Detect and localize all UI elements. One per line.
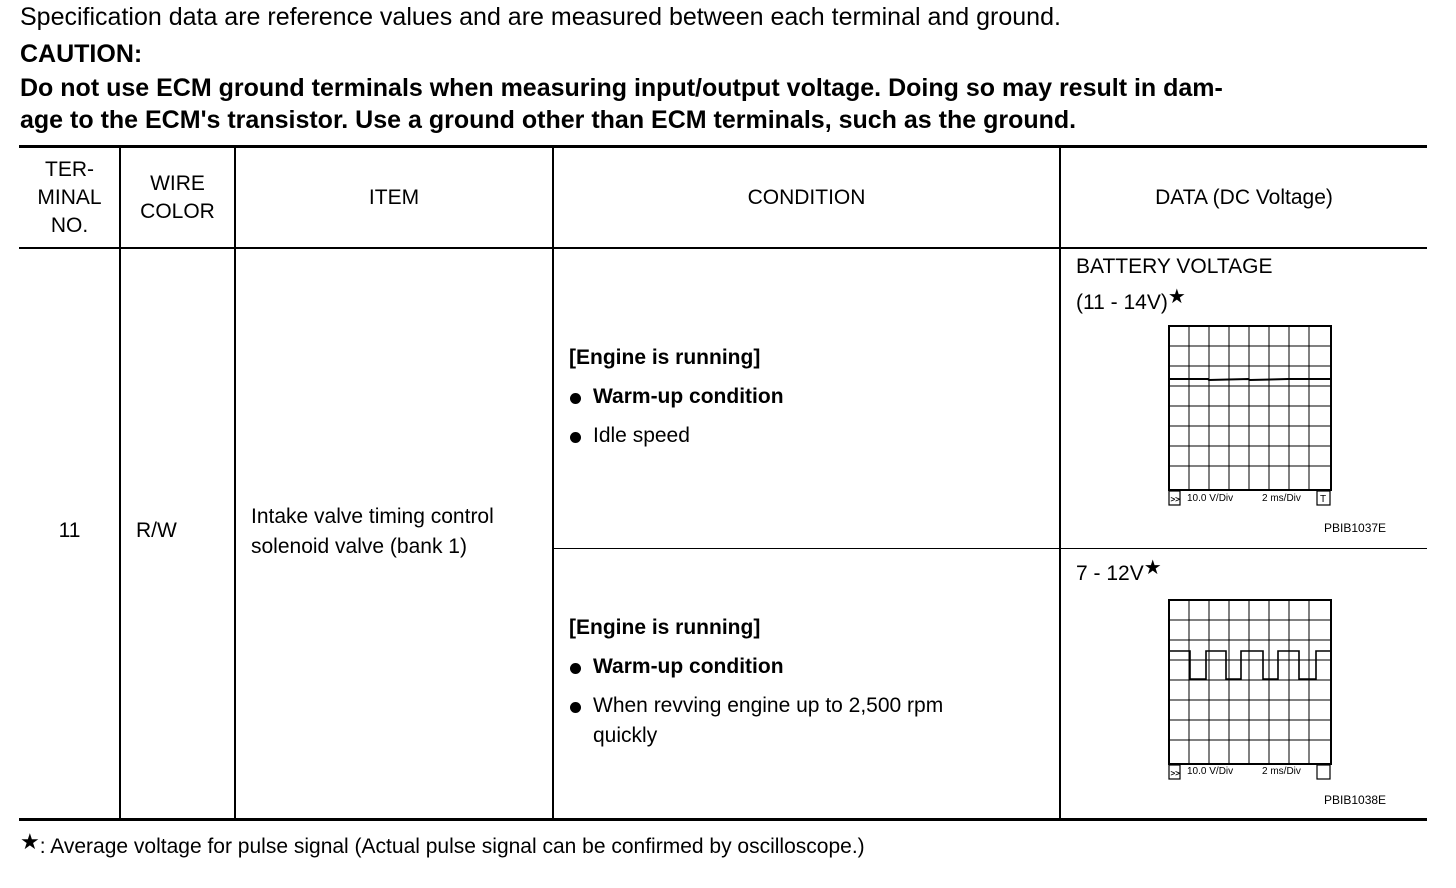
terminal-number: 11 bbox=[58, 519, 81, 542]
header-item: ITEM bbox=[368, 186, 420, 209]
scope-2-caption-volts: 10.0 V/Div bbox=[1187, 766, 1234, 777]
condition-2 bbox=[569, 613, 943, 751]
scope-1-frame bbox=[1169, 326, 1331, 490]
star-icon: ★ bbox=[1167, 286, 1186, 308]
condition-2-bullet-2 bbox=[569, 691, 943, 751]
table-top-rule bbox=[19, 145, 1427, 148]
header-wire-line-1: WIRE bbox=[150, 172, 205, 195]
bullet-dot-icon bbox=[570, 393, 581, 404]
condition-2-bullet-2-cont: quickly bbox=[593, 724, 658, 747]
col-divider-3 bbox=[552, 148, 554, 818]
scope-2-caption-time: 2 ms/Div bbox=[1262, 766, 1301, 777]
data-1-value: (11 - 14V) bbox=[1076, 291, 1168, 314]
figure-id-1: PBIB1037E bbox=[1324, 521, 1387, 535]
caution-line-1: Do not use ECM ground terminals when measuring input/output voltage. Doing so may result in dam- bbox=[20, 74, 1223, 102]
scope-2-arrow: >> bbox=[1170, 769, 1180, 778]
footnote-text: : Average voltage for pulse signal (Actual pulse signal can be confirmed by oscilloscope.) bbox=[39, 835, 865, 858]
data-2-label bbox=[1076, 557, 1162, 591]
caution-line-2: age to the ECM's transistor. Use a ground other than ECM terminals, such as the ground. bbox=[20, 106, 1077, 134]
item-line-2: solenoid valve (bank 1) bbox=[251, 535, 467, 558]
header-wire-line-2: COLOR bbox=[140, 200, 215, 223]
condition-1-bullet-1-text: Warm-up condition bbox=[593, 385, 784, 408]
data-2-value: 7 - 12V bbox=[1076, 562, 1144, 585]
bullet-dot-icon bbox=[570, 432, 581, 443]
header-data: DATA (DC Voltage) bbox=[1155, 186, 1333, 209]
condition-1-heading: [Engine is running] bbox=[569, 346, 761, 369]
star-icon: ★ bbox=[1143, 557, 1162, 579]
caution-title: CAUTION: bbox=[20, 40, 143, 68]
header-condition: CONDITION bbox=[747, 186, 866, 209]
col-divider-2 bbox=[234, 148, 236, 818]
col-divider-4 bbox=[1059, 148, 1061, 818]
condition-2-heading: [Engine is running] bbox=[569, 616, 761, 639]
item-description bbox=[251, 502, 494, 562]
scope-1-trace bbox=[1170, 379, 1330, 380]
footnote bbox=[20, 829, 865, 861]
condition-1 bbox=[569, 343, 784, 451]
header-wire-color bbox=[121, 150, 234, 246]
oscilloscope-waveform-2 bbox=[1168, 599, 1332, 781]
condition-1-bullet-1 bbox=[569, 382, 784, 412]
header-terminal-line-2: MINAL bbox=[37, 186, 102, 209]
bullet-dot-icon bbox=[570, 663, 581, 674]
condition-1-bullet-2-text: Idle speed bbox=[593, 424, 690, 447]
intro-text: Specification data are reference values and are measured between each terminal and ground. bbox=[20, 3, 1061, 31]
oscilloscope-waveform-1 bbox=[1168, 325, 1332, 507]
header-terminal-line-1: TER- bbox=[45, 158, 94, 181]
condition-divider-rule bbox=[553, 548, 1427, 549]
data-1-label-line-1: BATTERY VOLTAGE bbox=[1076, 255, 1273, 278]
table-bottom-rule bbox=[19, 818, 1427, 821]
header-terminal-line-3: NO. bbox=[50, 214, 89, 237]
col-divider-1 bbox=[119, 148, 121, 818]
scope-1-marker: T bbox=[1320, 494, 1327, 505]
star-icon: ★ bbox=[20, 829, 40, 854]
condition-2-bullet-1 bbox=[569, 652, 943, 682]
scope-1-caption-volts: 10.0 V/Div bbox=[1187, 493, 1234, 504]
scope-marker-box-2 bbox=[1317, 765, 1330, 779]
condition-2-bullet-2-text: When revving engine up to 2,500 rpm bbox=[593, 694, 944, 717]
data-1-label-line-2 bbox=[1076, 286, 1186, 320]
item-line-1: Intake valve timing control bbox=[251, 505, 494, 528]
bullet-dot-icon bbox=[570, 702, 581, 713]
condition-1-bullet-2 bbox=[569, 421, 784, 451]
wire-color: R/W bbox=[136, 519, 177, 542]
header-terminal-no bbox=[20, 150, 119, 246]
scope-1-arrow: >> bbox=[1170, 495, 1180, 504]
scope-1-caption-time: 2 ms/Div bbox=[1262, 493, 1301, 504]
header-bottom-rule bbox=[19, 247, 1427, 249]
condition-2-bullet-1-text: Warm-up condition bbox=[593, 655, 784, 678]
caution-body bbox=[20, 72, 1426, 136]
scope-2-frame bbox=[1169, 600, 1331, 764]
figure-id-2: PBIB1038E bbox=[1324, 793, 1387, 807]
